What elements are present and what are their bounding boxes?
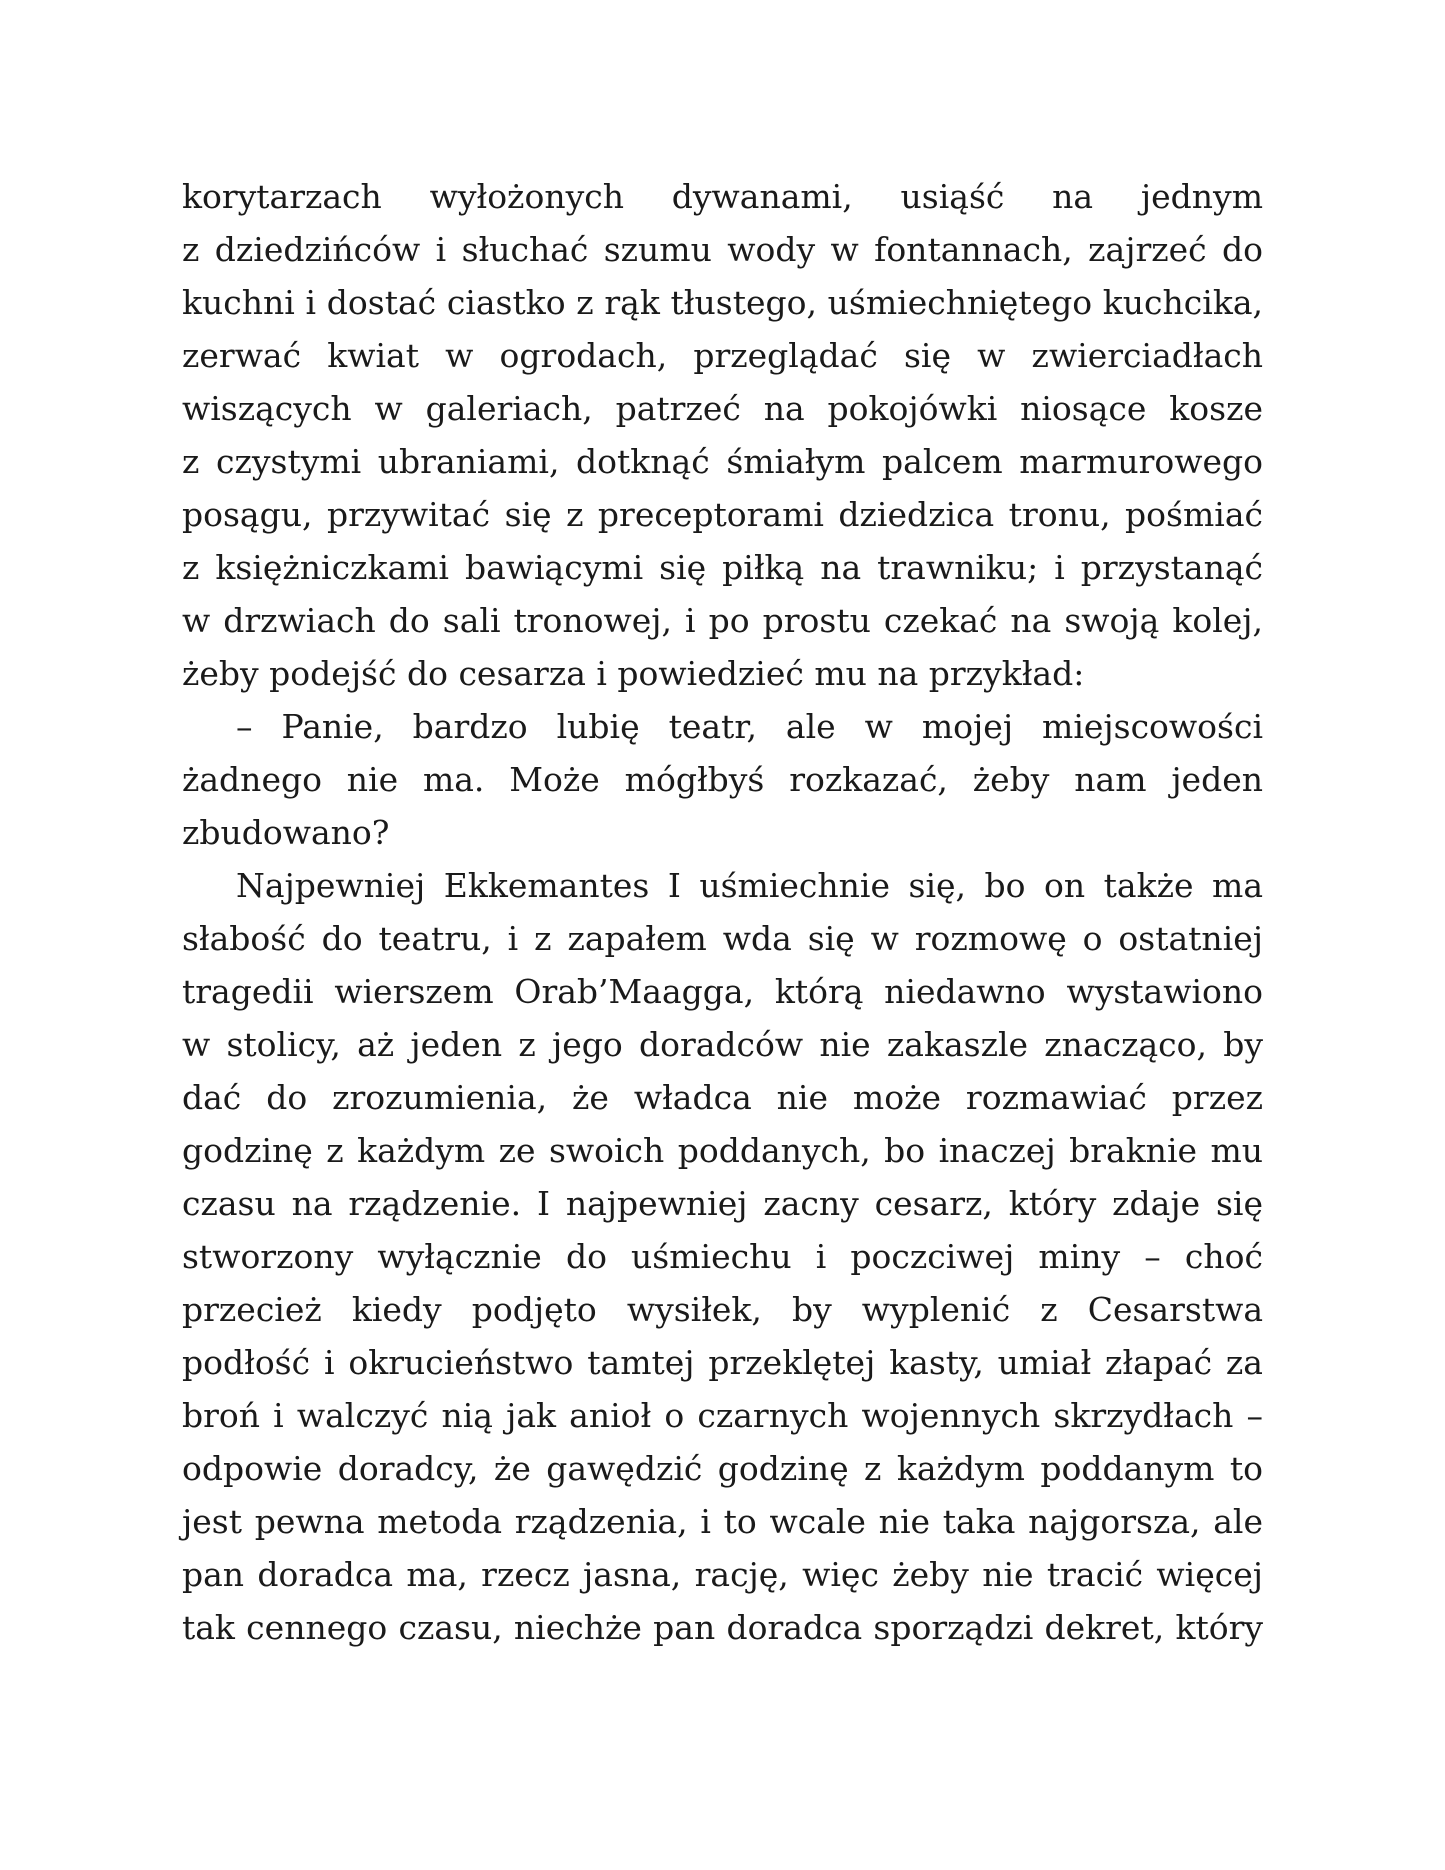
text-line: kuchni i dostać ciastko z rąk tłustego, uśmiechniętego kuchcika, — [182, 283, 1263, 322]
text-line: stworzony wyłącznie do uśmiechu i poczciwej miny – choć — [182, 1237, 1263, 1276]
text-line: korytarzach wyłożonych dywanami, usiąść na jednym — [182, 177, 1263, 216]
text-line: czasu na rządzenie. I najpewniej zacny cesarz, który zdaje się — [182, 1184, 1263, 1223]
text-line: pan doradca ma, rzecz jasna, rację, więc żeby nie tracić więcej — [182, 1555, 1263, 1594]
text-line: podłość i okrucieństwo tamtej przeklętej kasty, umiał złapać za — [182, 1343, 1263, 1382]
text-line: z dziedzińców i słuchać szumu wody w fontannach, zajrzeć do — [182, 230, 1263, 269]
text-line: żeby podejść do cesarza i powiedzieć mu na przykład: — [182, 654, 1085, 693]
text-line: tak cennego czasu, niechże pan doradca sporządzi dekret, który — [182, 1608, 1263, 1647]
text-line: – Panie, bardzo lubię teatr, ale w mojej miejscowości — [236, 707, 1263, 746]
text-line: jest pewna metoda rządzenia, i to wcale nie taka najgorsza, ale — [182, 1502, 1263, 1541]
text-line: godzinę z każdym ze swoich poddanych, bo inaczej braknie mu — [182, 1131, 1263, 1170]
text-line: z czystymi ubraniami, dotknąć śmiałym palcem marmurowego — [182, 442, 1263, 481]
text-line: tragedii wierszem Orab’Maagga, którą niedawno wystawiono — [182, 972, 1263, 1011]
text-line: zerwać kwiat w ogrodach, przeglądać się w zwierciadłach — [182, 336, 1263, 375]
text-line: Najpewniej Ekkemantes I uśmiechnie się, bo on także ma — [236, 866, 1263, 905]
text-line: broń i walczyć nią jak anioł o czarnych wojennych skrzydłach – — [182, 1396, 1263, 1435]
text-line: dać do zrozumienia, że władca nie może rozmawiać przez — [182, 1078, 1263, 1117]
text-line: słabość do teatru, i z zapałem wda się w rozmowę o ostatniej — [182, 919, 1263, 958]
text-line: żadnego nie ma. Może mógłbyś rozkazać, żeby nam jeden — [182, 760, 1263, 799]
text-line: przecież kiedy podjęto wysiłek, by wyplenić z Cesarstwa — [182, 1290, 1263, 1329]
text-line: w stolicy, aż jeden z jego doradców nie zakaszle znacząco, by — [182, 1025, 1263, 1064]
body-text — [182, 170, 1263, 1654]
text-line: posągu, przywitać się z preceptorami dziedzica tronu, pośmiać — [182, 495, 1263, 534]
text-line: zbudowano? — [182, 813, 390, 852]
text-line: w drzwiach do sali tronowej, i po prostu czekać na swoją kolej, — [182, 601, 1263, 640]
text-line: wiszących w galeriach, patrzeć na pokojówki niosące kosze — [182, 389, 1263, 428]
text-line: odpowie doradcy, że gawędzić godzinę z każdym poddanym to — [182, 1449, 1263, 1488]
text-line: z księżniczkami bawiącymi się piłką na trawniku; i przystanąć — [182, 548, 1263, 587]
